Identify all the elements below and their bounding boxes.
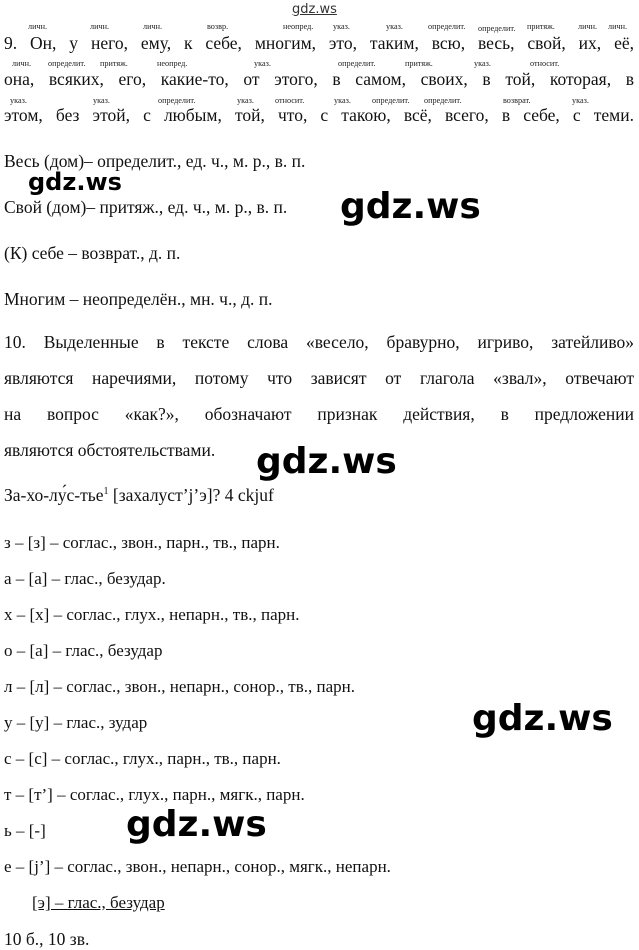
pos-label: указ. — [334, 96, 351, 105]
pos-label: указ. — [386, 22, 403, 31]
pos-label: относит. — [275, 96, 305, 105]
pos-label: возврат. — [503, 96, 531, 105]
watermark: gdz.ws — [256, 441, 397, 482]
watermark: gdz.ws — [472, 698, 613, 739]
pos-label: личн. — [143, 22, 163, 31]
task10-line-1: 10. Выделенные в тексте слова «весело, бравурно, игриво, затейливо» — [4, 332, 634, 352]
pos-label: указ. — [10, 96, 27, 105]
analysis-line: Весь (дом)– определит., ед. ч., м. р., в. п. — [4, 151, 306, 171]
word-stress-mark: 1 — [103, 486, 109, 497]
watermark: gdz.ws — [126, 804, 267, 845]
task10-line-3: на вопрос «как?», обозначают признак действия, в предложении — [4, 404, 634, 424]
pos-label: личн. — [90, 22, 110, 31]
sound-line: [э] – глас., безудар — [32, 893, 165, 912]
pos-label: притяж. — [527, 22, 555, 31]
task9-line-1: 9. Он, у него, ему, к себе, многим, это, таким, всю, весь, свой, их, её, — [4, 33, 634, 53]
sound-line: л – [л] – соглас., звон., непарн., сонор., тв., парн. — [4, 677, 355, 696]
pos-label: неопред. — [157, 59, 188, 68]
task9-line-3: этом, без этой, с любым, той, что, с такою, всё, всего, в себе, с теми. — [4, 105, 634, 125]
pos-label: указ. — [93, 96, 110, 105]
sound-line: х – [х] – соглас., глух., непарн., тв., парн. — [4, 605, 300, 624]
analysis-line: Многим – неопределён., мн. ч., д. п. — [4, 289, 273, 309]
word-transcription-rest: [захалуст’j’э]? 4 ckjuf — [108, 485, 274, 505]
pos-label: личн. — [12, 59, 32, 68]
sound-line: а – [а] – глас., безудар. — [4, 569, 166, 588]
pos-label: притяж. — [405, 59, 433, 68]
sound-line: з – [з] – соглас., звон., парн., тв., парн. — [4, 533, 280, 552]
pos-label: неопред. — [283, 22, 314, 31]
analysis-line: (К) себе – возврат., д. п. — [4, 243, 181, 263]
sound-line: е – [j’] – соглас., звон., непарн., сонор., мягк., непарн. — [4, 857, 391, 876]
analysis-line: Свой (дом)– притяж., ед. ч., м. р., в. п. — [4, 197, 288, 217]
pos-label: указ. — [237, 96, 254, 105]
pos-label: определит. — [48, 59, 86, 68]
sound-line: т – [т’] – соглас., глух., парн., мягк., парн. — [4, 785, 305, 804]
pos-label: определит. — [158, 96, 196, 105]
sound-line: у – [у] – глас., зудар — [4, 713, 148, 732]
pos-label: указ. — [474, 59, 491, 68]
pos-label: личн. — [608, 22, 628, 31]
top-watermark: gdz.ws — [292, 2, 337, 17]
sound-line: о – [а] – глас., безудар — [4, 641, 163, 660]
watermark: gdz.ws — [28, 168, 122, 196]
pos-label: личн. — [28, 22, 48, 31]
summary-line: 10 б., 10 зв. — [4, 929, 90, 949]
pos-label: определит. — [478, 24, 516, 33]
pos-label: притяж. — [100, 59, 128, 68]
pos-label: указ. — [333, 22, 350, 31]
task10-line-4: являются обстоятельствами. — [4, 440, 216, 460]
watermark: gdz.ws — [340, 186, 481, 227]
pos-label: возвр. — [207, 22, 229, 31]
task9-line-2: она, всяких, его, какие-то, от этого, в самом, своих, в той, которая, в — [4, 69, 634, 89]
sound-line: ь – [-] — [4, 821, 46, 840]
pos-label: указ. — [572, 96, 589, 105]
word-syllables: За-хо-лу́с-тье — [4, 485, 104, 505]
pos-label: определит. — [338, 59, 376, 68]
pos-label: указ. — [254, 59, 271, 68]
task10-line-2: являются наречиями, потому что зависят от глагола «звал», отвечают — [4, 368, 634, 388]
sound-line: с – [с] – соглас., глух., парн., тв., парн. — [4, 749, 281, 768]
pos-label: личн. — [578, 22, 598, 31]
pos-label: определит. — [424, 96, 462, 105]
pos-label: определит. — [428, 22, 466, 31]
word-transcription — [4, 484, 274, 506]
pos-label: относит. — [530, 59, 560, 68]
pos-label: определит. — [372, 96, 410, 105]
